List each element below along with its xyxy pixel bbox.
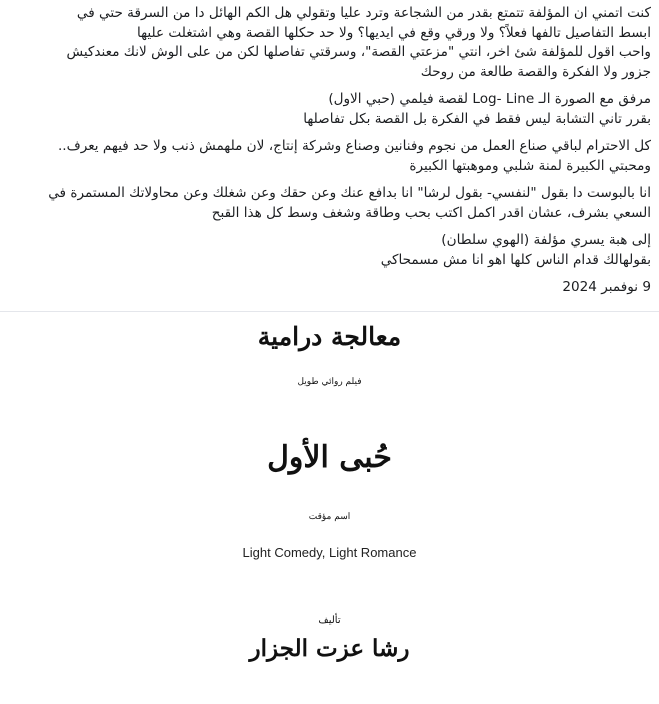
post-line: كنت اتمني ان المؤلفة تتمتع بقدر من الشجاعة وترد عليا وتقولي هل الكم الهائل دا من السرقة حتي في [76,5,651,21]
cover-author-label: تأليف [318,615,341,626]
post-line: انا بالبوست دا بقول "لنفسي- بقول لرشا" انا بدافع عنك وعن حقك وعن شغلك وعن محاولاتك المستمرة في [48,185,651,201]
post-line: كل الاحترام لباقي صناع العمل من نجوم وفنانين وصناع وشركة إنتاج، لان ملهمش ذنب ولا حد فيهم يعرف.. [57,138,651,154]
post-paragraph [8,231,651,270]
post-line: بقرر تاني التشابة ليس فقط في الفكرة بل القصة بكل تفاصلها [303,110,651,127]
post-paragraph [8,184,651,223]
post-date [8,278,651,298]
post-line: واحب اقول للمؤلفة شئ اخر، انتي "مزعتي القصة"، وسرقتي تفاصلها لكن من على الوش لانك معندكيش [66,44,651,60]
post-line: ومحبتي الكبيرة لمنة شلبي وموهبتها الكبيرة [409,157,651,174]
post-line: إلى هبة يسري مؤلفة (الهوي سلطان) [441,232,651,248]
post-paragraph [8,90,651,129]
post-paragraph [8,137,651,176]
post-text [0,0,659,306]
post-date-text: 9 نوفمبر 2024 [562,279,651,295]
cover-author: رشا عزت الجزار [249,635,410,662]
post-line: مرفق مع الصورة الـ Log- Line لقصة فيلمي (حبي الاول) [328,91,651,107]
post-line: جزور ولا الفكرة والقصة طالعة من روحك [420,63,651,80]
post-line: السعي بشرف، عشان اقدر اكمل اكتب بحب وطاقة وشغف وسط كل هذا القبح [211,204,651,221]
post-paragraph [8,4,651,82]
cover-subtitle: فيلم روائي طويل [297,377,362,387]
post-line: ابسط التفاصيل تالفها فعلاً؟ ولا ورقي وقع في ايديها؟ ولا حد حكلها القصة وهي اشتغلت عليها [136,24,651,41]
cover-genre: Light Comedy, Light Romance [242,545,417,560]
cover-book-title: حُبى الأول [267,440,392,475]
cover-name-label: اسم مؤقت [308,512,351,522]
cover-title: معالجة درامية [257,322,402,351]
attached-image-cover-page[interactable] [0,312,659,704]
post-line: بقولهالك قدام الناس كلها اهو انا مش مسمحاكي [380,251,651,268]
